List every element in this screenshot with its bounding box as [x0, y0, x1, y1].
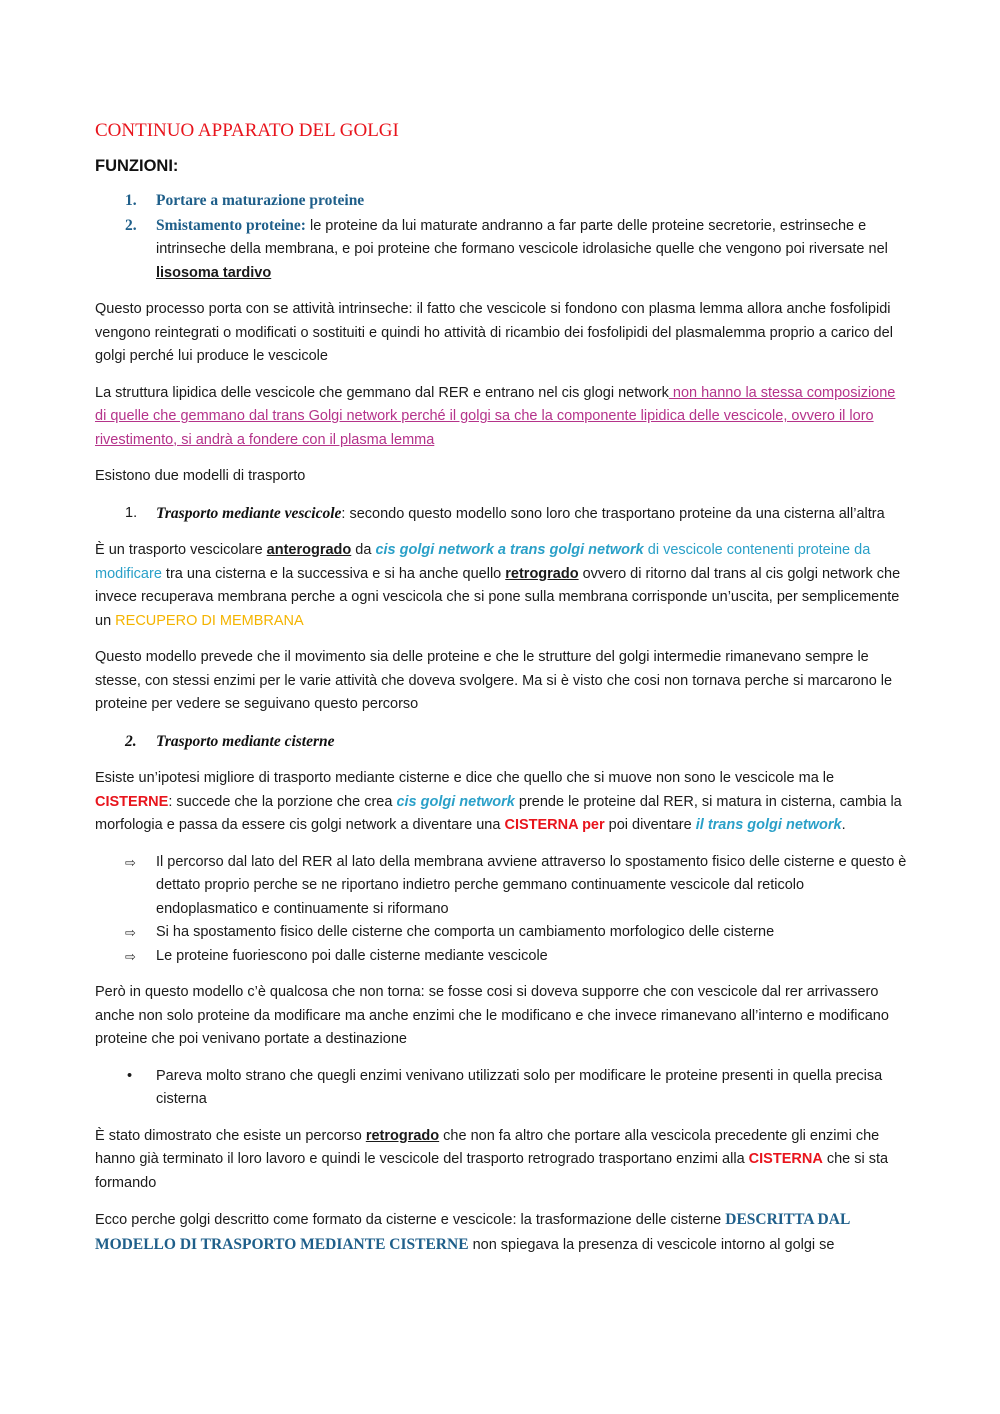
functions-list [95, 189, 907, 285]
arrow-right-icon: ⇨ [125, 854, 136, 870]
paragraph-golgi-description [95, 1208, 907, 1257]
list-number: 2. [125, 732, 137, 750]
model-item-cisterns [95, 730, 907, 755]
text-run: . [841, 817, 846, 833]
cisterne-term: CISTERNE [95, 793, 169, 810]
cis-to-trans-term: cis golgi network a trans golgi network [375, 542, 644, 558]
function-label-maturation: Portare a maturazione proteine [156, 192, 365, 209]
arrow-list [95, 851, 907, 969]
text-run: poi diventare [604, 817, 696, 833]
functions-list-item-1 [95, 189, 907, 214]
text-run: non spiegava la presenza di vescicole intorno al golgi se [468, 1236, 835, 1253]
lisosoma-tardivo-text: lisosoma tardivo [156, 264, 272, 281]
arrow-item-3 [95, 945, 907, 969]
text-run: tra una cisterna e la successiva e si ha anche quello [161, 565, 506, 582]
model-text-vesicles: : secondo questo modello sono loro che trasportano proteine da una cisterna all’altra [341, 505, 885, 522]
list-number: 1. [125, 192, 137, 209]
trans-golgi-term: il trans golgi network [695, 817, 842, 833]
function-text-sorting: le proteine da lui maturate andranno a far parte delle proteine secretorie, estrinseche e intrinseche della membrana, e poi proteine che formano vescicole idrolasiche quelle che vengono poi riversate nel [156, 217, 888, 257]
text-run: che non fa altro che portare alla vescicola precedente gli enzimi che hanno già terminato il loro lavoro e quindi le vescicole del trasporto retrogrado trasportano enzimi alla [95, 1127, 880, 1167]
paragraph-model-prediction: Questo modello prevede che il movimento sia delle proteine e che le strutture del golgi intermedie rimanevano sempre le stesse, con stessi enzimi per le varie attività che doveva svolgere. Ma si è visto che cosi non tornava perche si marcarono le proteine per vedere se seguivano questo percorso [95, 649, 893, 712]
retrogrado-term: retrogrado [505, 565, 579, 582]
cistern-model-term: DESCRITTA DAL MODELLO DI TRASPORTO MEDIANTE CISTERNE [95, 1211, 850, 1253]
bullet-list [95, 1065, 907, 1112]
paragraph-cistern-hypothesis [95, 767, 907, 838]
function-label-sorting: Smistamento proteine: [156, 216, 306, 234]
lipid-structure-highlight: non hanno la stessa composizione di quelle che gemmano dal trans Golgi network perché il golgi sa che la componente lipidica delle vescicole, ovvero il loro rivestimento, si andrà a fondere con il plasma lemma [95, 384, 896, 448]
text-run: Ecco perche golgi descritto come formato da cisterne e vescicole: la trasformazione delle cisterne [95, 1212, 726, 1228]
section-heading-funzioni: FUNZIONI: [95, 157, 179, 175]
paragraph-lipid-structure [95, 382, 907, 453]
arrow-item-1 [95, 851, 907, 922]
paragraph-model-problem: Però in questo modello c’è qualcosa che non torna: se fosse cosi si doveva supporre che con vescicole dal rer arrivassero anche non solo proteine da modificare ma anche enzimi che le modificano e che invece rimanevano all’interno e modificano proteine che poi venivano portate a destinazione [95, 984, 889, 1047]
bullet-item-text: Pareva molto strano che quegli enzimi venivano utilizzati solo per modificare le proteine presenti in quella precisa cisterna [156, 1067, 883, 1107]
page-title: CONTINUO APPARATO DEL GOLGI [95, 120, 399, 141]
model-list-2 [95, 730, 907, 755]
text-run: È un trasporto vescicolare [95, 542, 267, 558]
text-run: da [351, 542, 376, 558]
document-body [95, 118, 907, 1270]
recupero-membrana-term: RECUPERO DI MEMBRANA [115, 612, 304, 629]
model-label-vesicles: Trasporto mediante vescicole [156, 504, 342, 522]
paragraph-vesicular-transport [95, 539, 907, 633]
text-run: prende le proteine dal RER, si matura in cisterna, cambia la morfologia e passa da essere cis golgi network a diventare una [95, 793, 902, 833]
list-number: 1. [125, 504, 138, 521]
list-number: 2. [125, 216, 137, 234]
cis-golgi-term: cis golgi network [396, 793, 515, 810]
model-item-vesicles [95, 502, 907, 527]
text-run: ovvero di ritorno dal trans al cis golgi network che invece recuperava membrana perche a ogni vescicola che si pone sulla membrana corrisponde un’uscita, per semplicemente un [95, 565, 901, 629]
cisterna-term: CISTERNA [748, 1151, 823, 1167]
arrow-item-2 [95, 921, 907, 945]
arrow-right-icon: ⇨ [125, 948, 136, 964]
model-label-cisterns: Trasporto mediante cisterne [156, 732, 335, 750]
arrow-right-icon: ⇨ [125, 925, 136, 940]
arrow-item-text: Le proteine fuoriescono poi dalle cisterne mediante vescicole [156, 947, 548, 964]
vesicle-content-text: di vescicole contenenti proteine da modificare [95, 542, 871, 582]
text-run: : succede che la porzione che crea [168, 793, 397, 810]
paragraph-intrinsic-activities: Questo processo porta con se attività intrinseche: il fatto che vescicole si fondono con plasma lemma allora anche fosfolipidi vengono reintegrati o modificati o sostituiti e quindi ho attività di ricambio dei fosfolipidi del plasmalemma proprio a carico del golgi perché lui produce le vescicole [95, 301, 893, 364]
bullet-item [95, 1065, 907, 1112]
lipid-structure-text: La struttura lipidica delle vescicole che gemmano dal RER e entrano nel cis glogi network [95, 384, 669, 401]
cisterna-per-term: CISTERNA per [504, 817, 605, 833]
paragraph-transport-models: Esistono due modelli di trasporto [95, 468, 306, 484]
functions-list-item-2 [95, 214, 907, 286]
bullet-icon: • [127, 1067, 133, 1084]
arrow-item-text: Il percorso dal lato del RER al lato della membrana avviene attraverso lo spostamento fisico delle cisterne e questo è dettato proprio perche se ne riportano indietro perche gemmano continuamente vescicole dal reticolo endoplasmatico e continuamente si riformano [156, 853, 907, 917]
text-run: che si sta formando [95, 1151, 889, 1191]
text-run: È stato dimostrato che esiste un percorso [95, 1127, 366, 1144]
text-run: Esiste un’ipotesi migliore di trasporto mediante cisterne e dice che quello che si muove non sono le vescicole ma le [95, 770, 835, 786]
retrogrado-term: retrogrado [365, 1127, 440, 1144]
anterogrado-term: anterogrado [266, 542, 352, 558]
arrow-item-text: Si ha spostamento fisico delle cisterne che comporta un cambiamento morfologico delle cisterne [156, 924, 775, 940]
model-list-1 [95, 502, 907, 527]
paragraph-retrograde-path [95, 1125, 907, 1196]
